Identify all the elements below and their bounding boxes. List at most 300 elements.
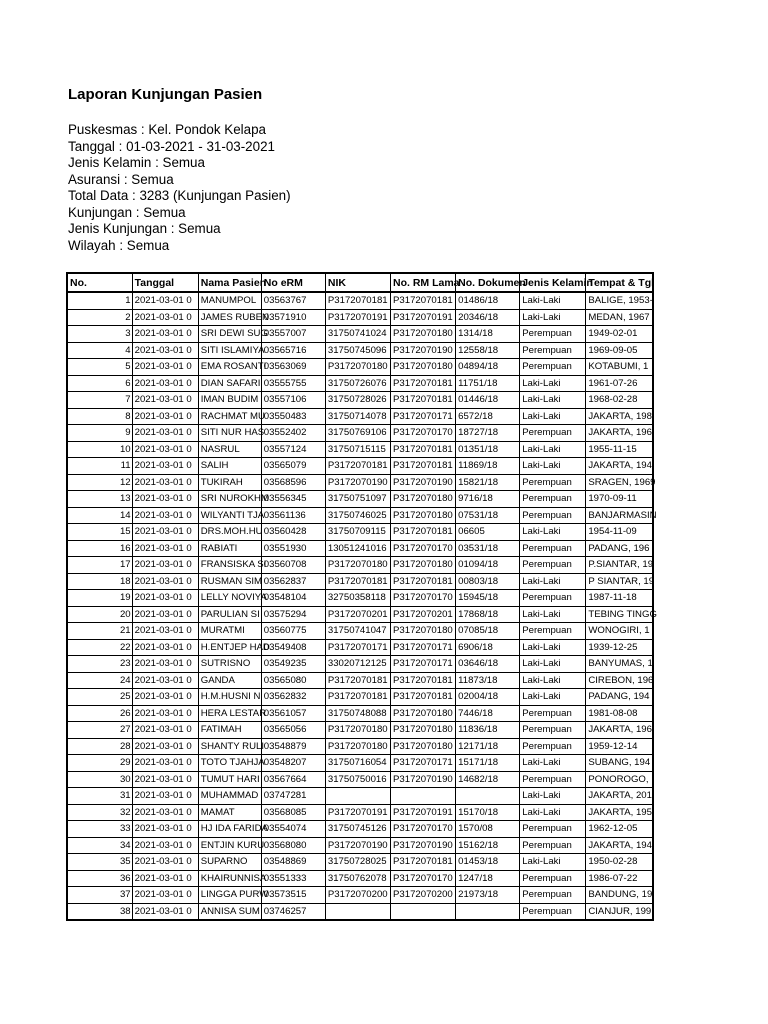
cell-no: 16 [67, 540, 132, 557]
cell-no: 34 [67, 837, 132, 854]
table-row [67, 656, 653, 673]
cell-nama-pasien: SITI NUR HAS [198, 425, 261, 442]
header-col-tempat-tgl: Tempat & Tgl [586, 273, 653, 292]
table-row [67, 491, 653, 508]
cell-jenis-kelamin: Laki-Laki [520, 292, 586, 309]
cell-tempat-tgl: 1969-09-05 [586, 342, 653, 359]
cell-jenis-kelamin: Laki-Laki [520, 309, 586, 326]
header-col-no-erm: No eRM [261, 273, 325, 292]
cell-nik: 31750745126 [325, 821, 390, 838]
cell-no-rm-lama [391, 788, 456, 805]
cell-nama-pasien: TOTO TJAHJA [198, 755, 261, 772]
cell-no-erm: 03560428 [261, 524, 325, 541]
cell-tempat-tgl: P SIANTAR, 19 [586, 573, 653, 590]
cell-no-dokumen: 11836/18 [456, 722, 520, 739]
cell-no-dokumen: 03646/18 [456, 656, 520, 673]
cell-no-erm: 03555755 [261, 375, 325, 392]
cell-nama-pasien: HJ IDA FARIDA [198, 821, 261, 838]
cell-tanggal: 2021-03-01 0 [132, 458, 198, 475]
cell-nama-pasien: MURATMI [198, 623, 261, 640]
cell-no-erm: 03560775 [261, 623, 325, 640]
cell-nik: 13051241016 [325, 540, 390, 557]
cell-no: 36 [67, 870, 132, 887]
cell-nik [325, 903, 390, 920]
cell-no-dokumen: 12171/18 [456, 738, 520, 755]
cell-nama-pasien: H.ENTJEP HAD [198, 639, 261, 656]
cell-no: 38 [67, 903, 132, 920]
cell-tanggal: 2021-03-01 0 [132, 771, 198, 788]
cell-no-dokumen: 01486/18 [456, 292, 520, 309]
cell-no: 32 [67, 804, 132, 821]
cell-nik: P3172070181 [325, 689, 390, 706]
cell-nik: 31750748088 [325, 705, 390, 722]
cell-no-dokumen: 1570/08 [456, 821, 520, 838]
cell-tempat-tgl: MEDAN, 1967 [586, 309, 653, 326]
cell-no-dokumen: 1314/18 [456, 326, 520, 343]
cell-tanggal: 2021-03-01 0 [132, 557, 198, 574]
cell-nik: 31750728026 [325, 392, 390, 409]
table-row [67, 458, 653, 475]
cell-nama-pasien: EMA ROSANTI [198, 359, 261, 376]
cell-tempat-tgl: BANDUNG, 19 [586, 887, 653, 904]
cell-tanggal: 2021-03-01 0 [132, 524, 198, 541]
cell-no-rm-lama: P3172070190 [391, 771, 456, 788]
cell-no-rm-lama: P3172070181 [391, 524, 456, 541]
cell-no-rm-lama: P3172070181 [391, 375, 456, 392]
cell-tanggal: 2021-03-01 0 [132, 903, 198, 920]
cell-no-dokumen: 15945/18 [456, 590, 520, 607]
cell-nama-pasien: RABIATI [198, 540, 261, 557]
cell-nik: 31750728025 [325, 854, 390, 871]
cell-no-dokumen: 15162/18 [456, 837, 520, 854]
cell-no: 33 [67, 821, 132, 838]
cell-no-rm-lama: P3172070170 [391, 590, 456, 607]
cell-no-erm: 03548879 [261, 738, 325, 755]
cell-tempat-tgl: JAKARTA, 201 [586, 788, 653, 805]
cell-nama-pasien: SUTRISNO [198, 656, 261, 673]
cell-no-rm-lama: P3172070171 [391, 656, 456, 673]
cell-no: 10 [67, 441, 132, 458]
cell-jenis-kelamin: Laki-Laki [520, 408, 586, 425]
cell-no-dokumen: 00803/18 [456, 573, 520, 590]
cell-jenis-kelamin: Perempuan [520, 507, 586, 524]
cell-tanggal: 2021-03-01 0 [132, 854, 198, 871]
cell-no: 37 [67, 887, 132, 904]
cell-no-rm-lama: P3172070190 [391, 342, 456, 359]
cell-no-rm-lama: P3172070191 [391, 804, 456, 821]
cell-nama-pasien: ENTJIN KURU [198, 837, 261, 854]
cell-tempat-tgl: JAKARTA, 196 [586, 425, 653, 442]
cell-nama-pasien: H.M.HUSNI N [198, 689, 261, 706]
cell-no: 1 [67, 292, 132, 309]
cell-no-erm: 03557124 [261, 441, 325, 458]
cell-tempat-tgl: BANYUMAS, 1 [586, 656, 653, 673]
table-row [67, 870, 653, 887]
cell-nama-pasien: SITI ISLAMIYA [198, 342, 261, 359]
table-header-row [67, 273, 653, 292]
cell-no: 30 [67, 771, 132, 788]
report-title: Laporan Kunjungan Pasien [68, 86, 263, 103]
cell-no-dokumen: 01446/18 [456, 392, 520, 409]
cell-nama-pasien: WILYANTI TJA [198, 507, 261, 524]
cell-no-dokumen: 03531/18 [456, 540, 520, 557]
cell-no-erm: 03549235 [261, 656, 325, 673]
table-row [67, 326, 653, 343]
cell-tanggal: 2021-03-01 0 [132, 887, 198, 904]
cell-no-rm-lama: P3172070200 [391, 887, 456, 904]
cell-no-dokumen: 01351/18 [456, 441, 520, 458]
cell-no-dokumen: 01094/18 [456, 557, 520, 574]
cell-no: 29 [67, 755, 132, 772]
cell-no-erm: 03568080 [261, 837, 325, 854]
cell-tempat-tgl: JAKARTA, 198 [586, 408, 653, 425]
cell-tempat-tgl: 1959-12-14 [586, 738, 653, 755]
cell-no: 20 [67, 606, 132, 623]
cell-no: 8 [67, 408, 132, 425]
cell-tanggal: 2021-03-01 0 [132, 705, 198, 722]
table-row [67, 392, 653, 409]
table-row [67, 755, 653, 772]
cell-no-dokumen: 20346/18 [456, 309, 520, 326]
table-row [67, 821, 653, 838]
cell-no-dokumen: 07531/18 [456, 507, 520, 524]
cell-tempat-tgl: 1961-07-26 [586, 375, 653, 392]
cell-no-dokumen: 9716/18 [456, 491, 520, 508]
cell-no-dokumen: 06605 [456, 524, 520, 541]
cell-no-erm: 03554074 [261, 821, 325, 838]
cell-no-dokumen: 04894/18 [456, 359, 520, 376]
cell-no-dokumen: 6572/18 [456, 408, 520, 425]
cell-tempat-tgl: JAKARTA, 195 [586, 804, 653, 821]
cell-no-dokumen: 12558/18 [456, 342, 520, 359]
report-meta [68, 122, 291, 254]
cell-tanggal: 2021-03-01 0 [132, 590, 198, 607]
cell-no-erm: 03567664 [261, 771, 325, 788]
table-row [67, 474, 653, 491]
cell-tanggal: 2021-03-01 0 [132, 656, 198, 673]
meta-line: Jenis Kelamin : Semua [68, 155, 205, 170]
cell-no-erm: 03571910 [261, 309, 325, 326]
cell-nik: 31750769106 [325, 425, 390, 442]
cell-jenis-kelamin: Perempuan [520, 887, 586, 904]
cell-nama-pasien: GANDA [198, 672, 261, 689]
cell-no-erm: 03565079 [261, 458, 325, 475]
cell-nama-pasien: RUSMAN SIM [198, 573, 261, 590]
cell-no-dokumen: 02004/18 [456, 689, 520, 706]
cell-nik: 31750715115 [325, 441, 390, 458]
cell-nik: P3172070180 [325, 557, 390, 574]
cell-tempat-tgl: 1954-11-09 [586, 524, 653, 541]
cell-nama-pasien: NASRUL [198, 441, 261, 458]
cell-nik: P3172070171 [325, 639, 390, 656]
cell-tempat-tgl: JAKARTA, 196 [586, 722, 653, 739]
cell-nik: 31750745096 [325, 342, 390, 359]
table-row [67, 771, 653, 788]
cell-tanggal: 2021-03-01 0 [132, 540, 198, 557]
cell-no-rm-lama: P3172070180 [391, 557, 456, 574]
cell-nik [325, 788, 390, 805]
cell-tempat-tgl: 1962-12-05 [586, 821, 653, 838]
cell-no-rm-lama: P3172070170 [391, 540, 456, 557]
cell-jenis-kelamin: Perempuan [520, 771, 586, 788]
cell-nik: P3172070180 [325, 738, 390, 755]
cell-no-erm: 03561136 [261, 507, 325, 524]
cell-no-rm-lama: P3172070181 [391, 392, 456, 409]
cell-no-erm: 03746257 [261, 903, 325, 920]
cell-tempat-tgl: 1970-09-11 [586, 491, 653, 508]
cell-tempat-tgl: 1949-02-01 [586, 326, 653, 343]
meta-line: Tanggal : 01-03-2021 - 31-03-2021 [68, 138, 275, 154]
cell-no-dokumen: 18727/18 [456, 425, 520, 442]
table-row [67, 672, 653, 689]
cell-no-dokumen: 01453/18 [456, 854, 520, 871]
cell-no-rm-lama: P3172070171 [391, 408, 456, 425]
cell-tanggal: 2021-03-01 0 [132, 425, 198, 442]
header-col-no: No. [67, 273, 132, 292]
cell-tanggal: 2021-03-01 0 [132, 474, 198, 491]
cell-tempat-tgl: 1968-02-28 [586, 392, 653, 409]
cell-jenis-kelamin: Perempuan [520, 870, 586, 887]
header-col-nik: NIK [325, 273, 390, 292]
table-row [67, 408, 653, 425]
meta-line: Jenis Kunjungan : Semua [68, 221, 221, 236]
cell-tanggal: 2021-03-01 0 [132, 573, 198, 590]
cell-no-dokumen: 15171/18 [456, 755, 520, 772]
cell-no-dokumen [456, 788, 520, 805]
cell-nik: 31750751097 [325, 491, 390, 508]
table-row [67, 788, 653, 805]
table-row [67, 623, 653, 640]
cell-no-dokumen: 14682/18 [456, 771, 520, 788]
cell-jenis-kelamin: Perempuan [520, 903, 586, 920]
cell-tanggal: 2021-03-01 0 [132, 375, 198, 392]
cell-no-dokumen: 6906/18 [456, 639, 520, 656]
cell-jenis-kelamin: Perempuan [520, 821, 586, 838]
cell-nik: 31750741024 [325, 326, 390, 343]
table-row [67, 309, 653, 326]
header-col-jenis-kelamin: Jenis Kelamin [520, 273, 586, 292]
cell-no: 7 [67, 392, 132, 409]
cell-nik: 31750709115 [325, 524, 390, 541]
cell-nama-pasien: MAMAT [198, 804, 261, 821]
cell-no-erm: 03562832 [261, 689, 325, 706]
header-col-no-dokumen: No. Dokumen [456, 273, 520, 292]
cell-jenis-kelamin: Perempuan [520, 705, 586, 722]
cell-no-rm-lama: P3172070181 [391, 672, 456, 689]
cell-tanggal: 2021-03-01 0 [132, 804, 198, 821]
cell-jenis-kelamin: Laki-Laki [520, 788, 586, 805]
cell-no-erm: 03548104 [261, 590, 325, 607]
table-row [67, 738, 653, 755]
cell-no-rm-lama: P3172070170 [391, 425, 456, 442]
cell-jenis-kelamin: Laki-Laki [520, 804, 586, 821]
header-col-nama-pasien: Nama Pasien [198, 273, 261, 292]
cell-no: 25 [67, 689, 132, 706]
cell-jenis-kelamin: Perempuan [520, 623, 586, 640]
cell-nama-pasien: SRI NUROKHM [198, 491, 261, 508]
cell-no-erm: 03551333 [261, 870, 325, 887]
cell-no-rm-lama: P3172070181 [391, 441, 456, 458]
cell-nama-pasien: LELLY NOVIYA [198, 590, 261, 607]
cell-jenis-kelamin: Perempuan [520, 491, 586, 508]
cell-nik: P3172070190 [325, 837, 390, 854]
cell-no: 18 [67, 573, 132, 590]
cell-no-erm: 03563767 [261, 292, 325, 309]
cell-no-erm: 03552402 [261, 425, 325, 442]
cell-nama-pasien: FATIMAH [198, 722, 261, 739]
table-row [67, 573, 653, 590]
cell-nama-pasien: PARULIAN SI [198, 606, 261, 623]
cell-tanggal: 2021-03-01 0 [132, 342, 198, 359]
cell-nama-pasien: DRS.MOH.HU [198, 524, 261, 541]
cell-tanggal: 2021-03-01 0 [132, 326, 198, 343]
cell-tempat-tgl: SUBANG, 194 [586, 755, 653, 772]
cell-nik: 31750741047 [325, 623, 390, 640]
cell-no: 35 [67, 854, 132, 871]
cell-jenis-kelamin: Perempuan [520, 326, 586, 343]
cell-no-erm: 03549408 [261, 639, 325, 656]
cell-jenis-kelamin: Laki-Laki [520, 441, 586, 458]
cell-nama-pasien: TUMUT HARI [198, 771, 261, 788]
cell-jenis-kelamin: Perempuan [520, 738, 586, 755]
cell-no: 26 [67, 705, 132, 722]
table-row [67, 590, 653, 607]
cell-tanggal: 2021-03-01 0 [132, 292, 198, 309]
cell-no-dokumen: 17868/18 [456, 606, 520, 623]
cell-tanggal: 2021-03-01 0 [132, 491, 198, 508]
cell-no-rm-lama: P3172070181 [391, 689, 456, 706]
cell-no-erm: 03573515 [261, 887, 325, 904]
cell-no-erm: 03563069 [261, 359, 325, 376]
cell-tanggal: 2021-03-01 0 [132, 738, 198, 755]
cell-no-erm: 03568085 [261, 804, 325, 821]
cell-jenis-kelamin: Laki-Laki [520, 524, 586, 541]
cell-tempat-tgl: 1950-02-28 [586, 854, 653, 871]
meta-line: Kunjungan : Semua [68, 204, 186, 220]
cell-jenis-kelamin: Perempuan [520, 722, 586, 739]
cell-nama-pasien: RACHMAT MU [198, 408, 261, 425]
cell-jenis-kelamin: Perempuan [520, 590, 586, 607]
cell-nik: P3172070180 [325, 722, 390, 739]
cell-no-erm: 03575294 [261, 606, 325, 623]
cell-no: 21 [67, 623, 132, 640]
cell-no: 15 [67, 524, 132, 541]
cell-nik: 31750714078 [325, 408, 390, 425]
cell-nama-pasien: DIAN SAFARI [198, 375, 261, 392]
cell-no-dokumen: 07085/18 [456, 623, 520, 640]
meta-line: Asuransi : Semua [68, 171, 174, 187]
cell-nama-pasien: MANUMPOL [198, 292, 261, 309]
cell-tanggal: 2021-03-01 0 [132, 870, 198, 887]
cell-jenis-kelamin: Laki-Laki [520, 672, 586, 689]
cell-nik: P3172070190 [325, 474, 390, 491]
cell-tempat-tgl: PADANG, 196 [586, 540, 653, 557]
cell-jenis-kelamin: Perempuan [520, 359, 586, 376]
cell-tempat-tgl: 1955-11-15 [586, 441, 653, 458]
cell-nama-pasien: LINGGA PURW [198, 887, 261, 904]
cell-jenis-kelamin: Laki-Laki [520, 573, 586, 590]
cell-no-erm: 03565716 [261, 342, 325, 359]
cell-tempat-tgl: CIREBON, 196 [586, 672, 653, 689]
cell-tanggal: 2021-03-01 0 [132, 672, 198, 689]
cell-no-dokumen: 15170/18 [456, 804, 520, 821]
cell-jenis-kelamin: Laki-Laki [520, 755, 586, 772]
cell-no-erm: 03548869 [261, 854, 325, 871]
cell-tanggal: 2021-03-01 0 [132, 392, 198, 409]
cell-tempat-tgl: JAKARTA, 194 [586, 837, 653, 854]
table-row [67, 606, 653, 623]
cell-no-erm: 03556345 [261, 491, 325, 508]
cell-jenis-kelamin: Laki-Laki [520, 458, 586, 475]
table-row [67, 359, 653, 376]
cell-tempat-tgl: 1981-08-08 [586, 705, 653, 722]
cell-no: 28 [67, 738, 132, 755]
cell-no-erm: 03565056 [261, 722, 325, 739]
cell-no-dokumen: 11873/18 [456, 672, 520, 689]
cell-nik: P3172070181 [325, 573, 390, 590]
cell-nik: P3172070200 [325, 887, 390, 904]
cell-nama-pasien: MUHAMMAD [198, 788, 261, 805]
cell-tanggal: 2021-03-01 0 [132, 639, 198, 656]
cell-no-rm-lama: P3172070180 [391, 326, 456, 343]
cell-no-dokumen: 7446/18 [456, 705, 520, 722]
cell-jenis-kelamin: Laki-Laki [520, 392, 586, 409]
table-row [67, 425, 653, 442]
cell-tempat-tgl: CIANJUR, 199 [586, 903, 653, 920]
table-row [67, 375, 653, 392]
cell-tanggal: 2021-03-01 0 [132, 359, 198, 376]
cell-no-rm-lama: P3172070171 [391, 755, 456, 772]
cell-no: 9 [67, 425, 132, 442]
cell-tanggal: 2021-03-01 0 [132, 309, 198, 326]
cell-no-rm-lama: P3172070201 [391, 606, 456, 623]
meta-line: Puskesmas : Kel. Pondok Kelapa [68, 122, 266, 137]
cell-no: 12 [67, 474, 132, 491]
cell-jenis-kelamin: Laki-Laki [520, 606, 586, 623]
table-row [67, 854, 653, 871]
cell-nama-pasien: SUPARNO [198, 854, 261, 871]
cell-no: 14 [67, 507, 132, 524]
table-row [67, 557, 653, 574]
cell-nama-pasien: JAMES RUBEN [198, 309, 261, 326]
cell-no: 2 [67, 309, 132, 326]
cell-tanggal: 2021-03-01 0 [132, 722, 198, 739]
cell-tempat-tgl: 1986-07-22 [586, 870, 653, 887]
table-row [67, 507, 653, 524]
cell-no-erm: 03561057 [261, 705, 325, 722]
cell-jenis-kelamin: Perempuan [520, 837, 586, 854]
cell-tempat-tgl: BANJARMASIN [586, 507, 653, 524]
cell-no-rm-lama: P3172070180 [391, 491, 456, 508]
cell-tanggal: 2021-03-01 0 [132, 441, 198, 458]
cell-jenis-kelamin: Perempuan [520, 474, 586, 491]
cell-no-rm-lama: P3172070170 [391, 870, 456, 887]
table-row [67, 342, 653, 359]
cell-nama-pasien: SHANTY RULI [198, 738, 261, 755]
cell-tempat-tgl: WONOGIRI, 1 [586, 623, 653, 640]
table-row [67, 722, 653, 739]
meta-line: Total Data : 3283 (Kunjungan Pasien) [68, 188, 291, 203]
cell-tempat-tgl: PADANG, 194 [586, 689, 653, 706]
header-col-tanggal: Tanggal [132, 273, 198, 292]
cell-nik: P3172070191 [325, 309, 390, 326]
table-row [67, 837, 653, 854]
cell-nama-pasien: SALIH [198, 458, 261, 475]
cell-jenis-kelamin: Laki-Laki [520, 375, 586, 392]
table-row [67, 524, 653, 541]
cell-nama-pasien: KHAIRUNNISA [198, 870, 261, 887]
cell-no-rm-lama: P3172070180 [391, 359, 456, 376]
